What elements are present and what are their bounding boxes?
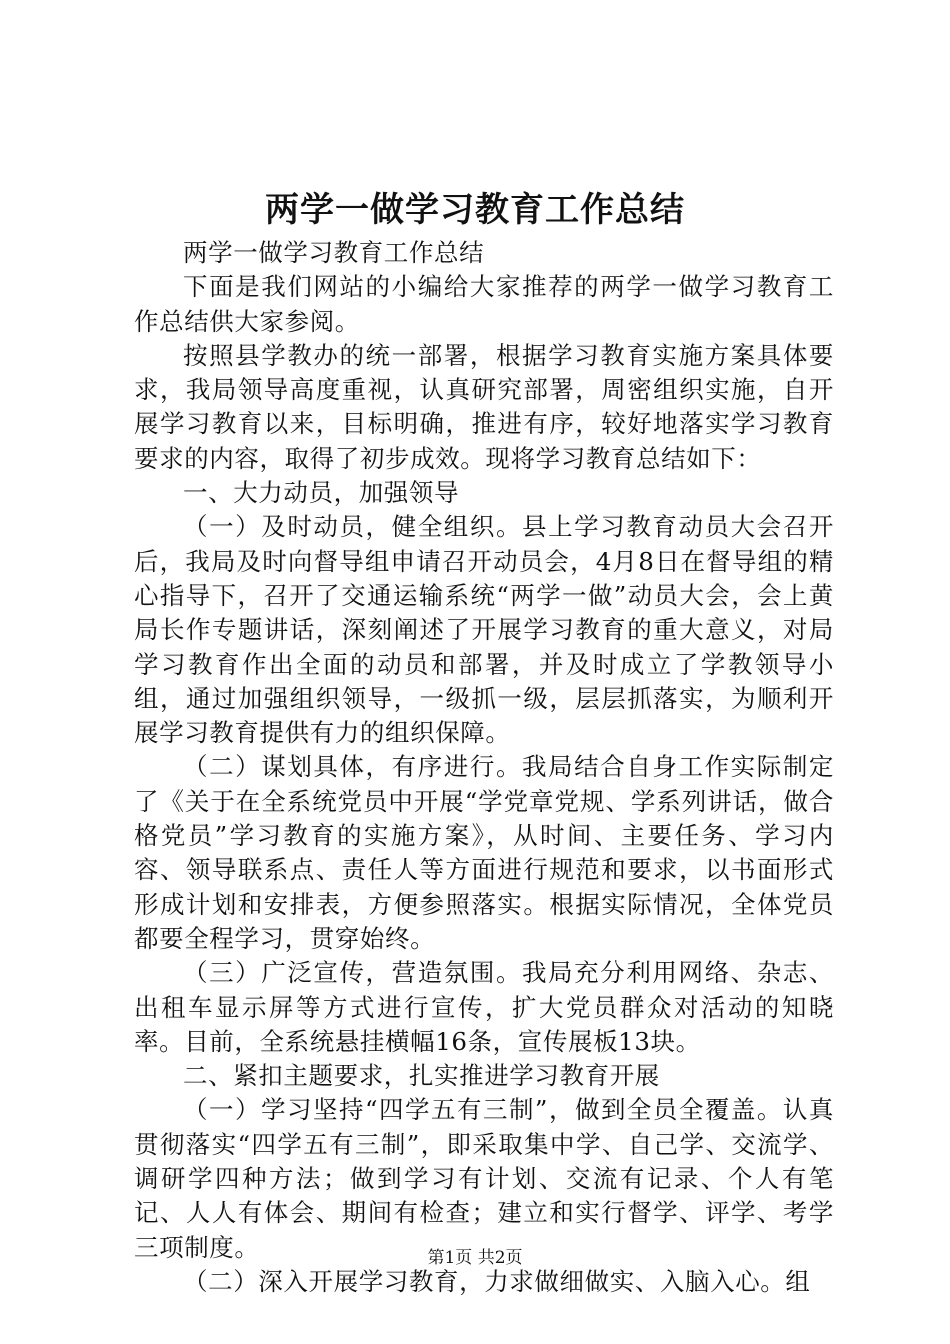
section-heading-2: 二、紧扣主题要求，扎实推进学习教育开展 xyxy=(183,1061,660,1091)
paragraph-1-3: （三）广泛宣传，营造氛围。我局充分利用网络、杂志、出租车显示屏等方式进行宣传，扩大党员群众对活动的知晓率。目前，全系统悬挂横幅16条，宣传展板13块。 xyxy=(134,958,834,1056)
paragraph-overview: 按照县学教办的统一部署，根据学习教育实施方案具体要求，我局领导高度重视，认真研究部署，周密组织实施，自开展学习教育以来，目标明确，推进有序，较好地落实学习教育要求的内容，取得了初步成效。现将学习教育总结如下： xyxy=(134,340,834,473)
paragraph-2-2: （二）深入开展学习教育，力求做细做实、入脑入心。组 xyxy=(183,1266,811,1296)
paragraph-intro: 下面是我们网站的小编给大家推荐的两学一做学习教育工作总结供大家参阅。 xyxy=(134,272,834,336)
document-body xyxy=(134,236,834,1299)
paragraph-1-2: （二）谋划具体，有序进行。我局结合自身工作实际制定了《关于在全系统党员中开展“学党章党规、学系列讲话，做合格党员”学习教育的实施方案》，从时间、主要任务、学习内容、领导联系点、责任人等方面进行规范和要求，以书面形式形成计划和安排表，方便参照落实。根据实际情况，全体党员都要全程学习，贯穿始终。 xyxy=(134,752,834,953)
paragraph-2-1: （一）学习坚持“四学五有三制”，做到全员全覆盖。认真贯彻落实“四学五有三制”，即采取集中学、自己学、交流学、调研学四种方法；做到学习有计划、交流有记录、个人有笔记、人人有体会、期间有检查；建立和实行督学、评学、考学三项制度。 xyxy=(134,1095,834,1262)
page-footer: 第1页 共2页 xyxy=(427,1248,523,1268)
document-title: 两学一做学习教育工作总结 xyxy=(265,190,685,230)
section-heading-1: 一、大力动员，加强领导 xyxy=(183,478,460,508)
paragraph-1-1: （一）及时动员，健全组织。县上学习教育动员大会召开后，我局及时向督导组申请召开动员会，4月8日在督导组的精心指导下，召开了交通运输系统“两学一做”动员大会，会上黄局长作专题讲话，深刻阐述了开展学习教育的重大意义，对局学习教育作出全面的动员和部署，并及时成立了学教领导小组，通过加强组织领导，一级抓一级，层层抓落实，为顺利开展学习教育提供有力的组织保障。 xyxy=(134,512,834,748)
paragraph-subtitle: 两学一做学习教育工作总结 xyxy=(183,238,485,267)
